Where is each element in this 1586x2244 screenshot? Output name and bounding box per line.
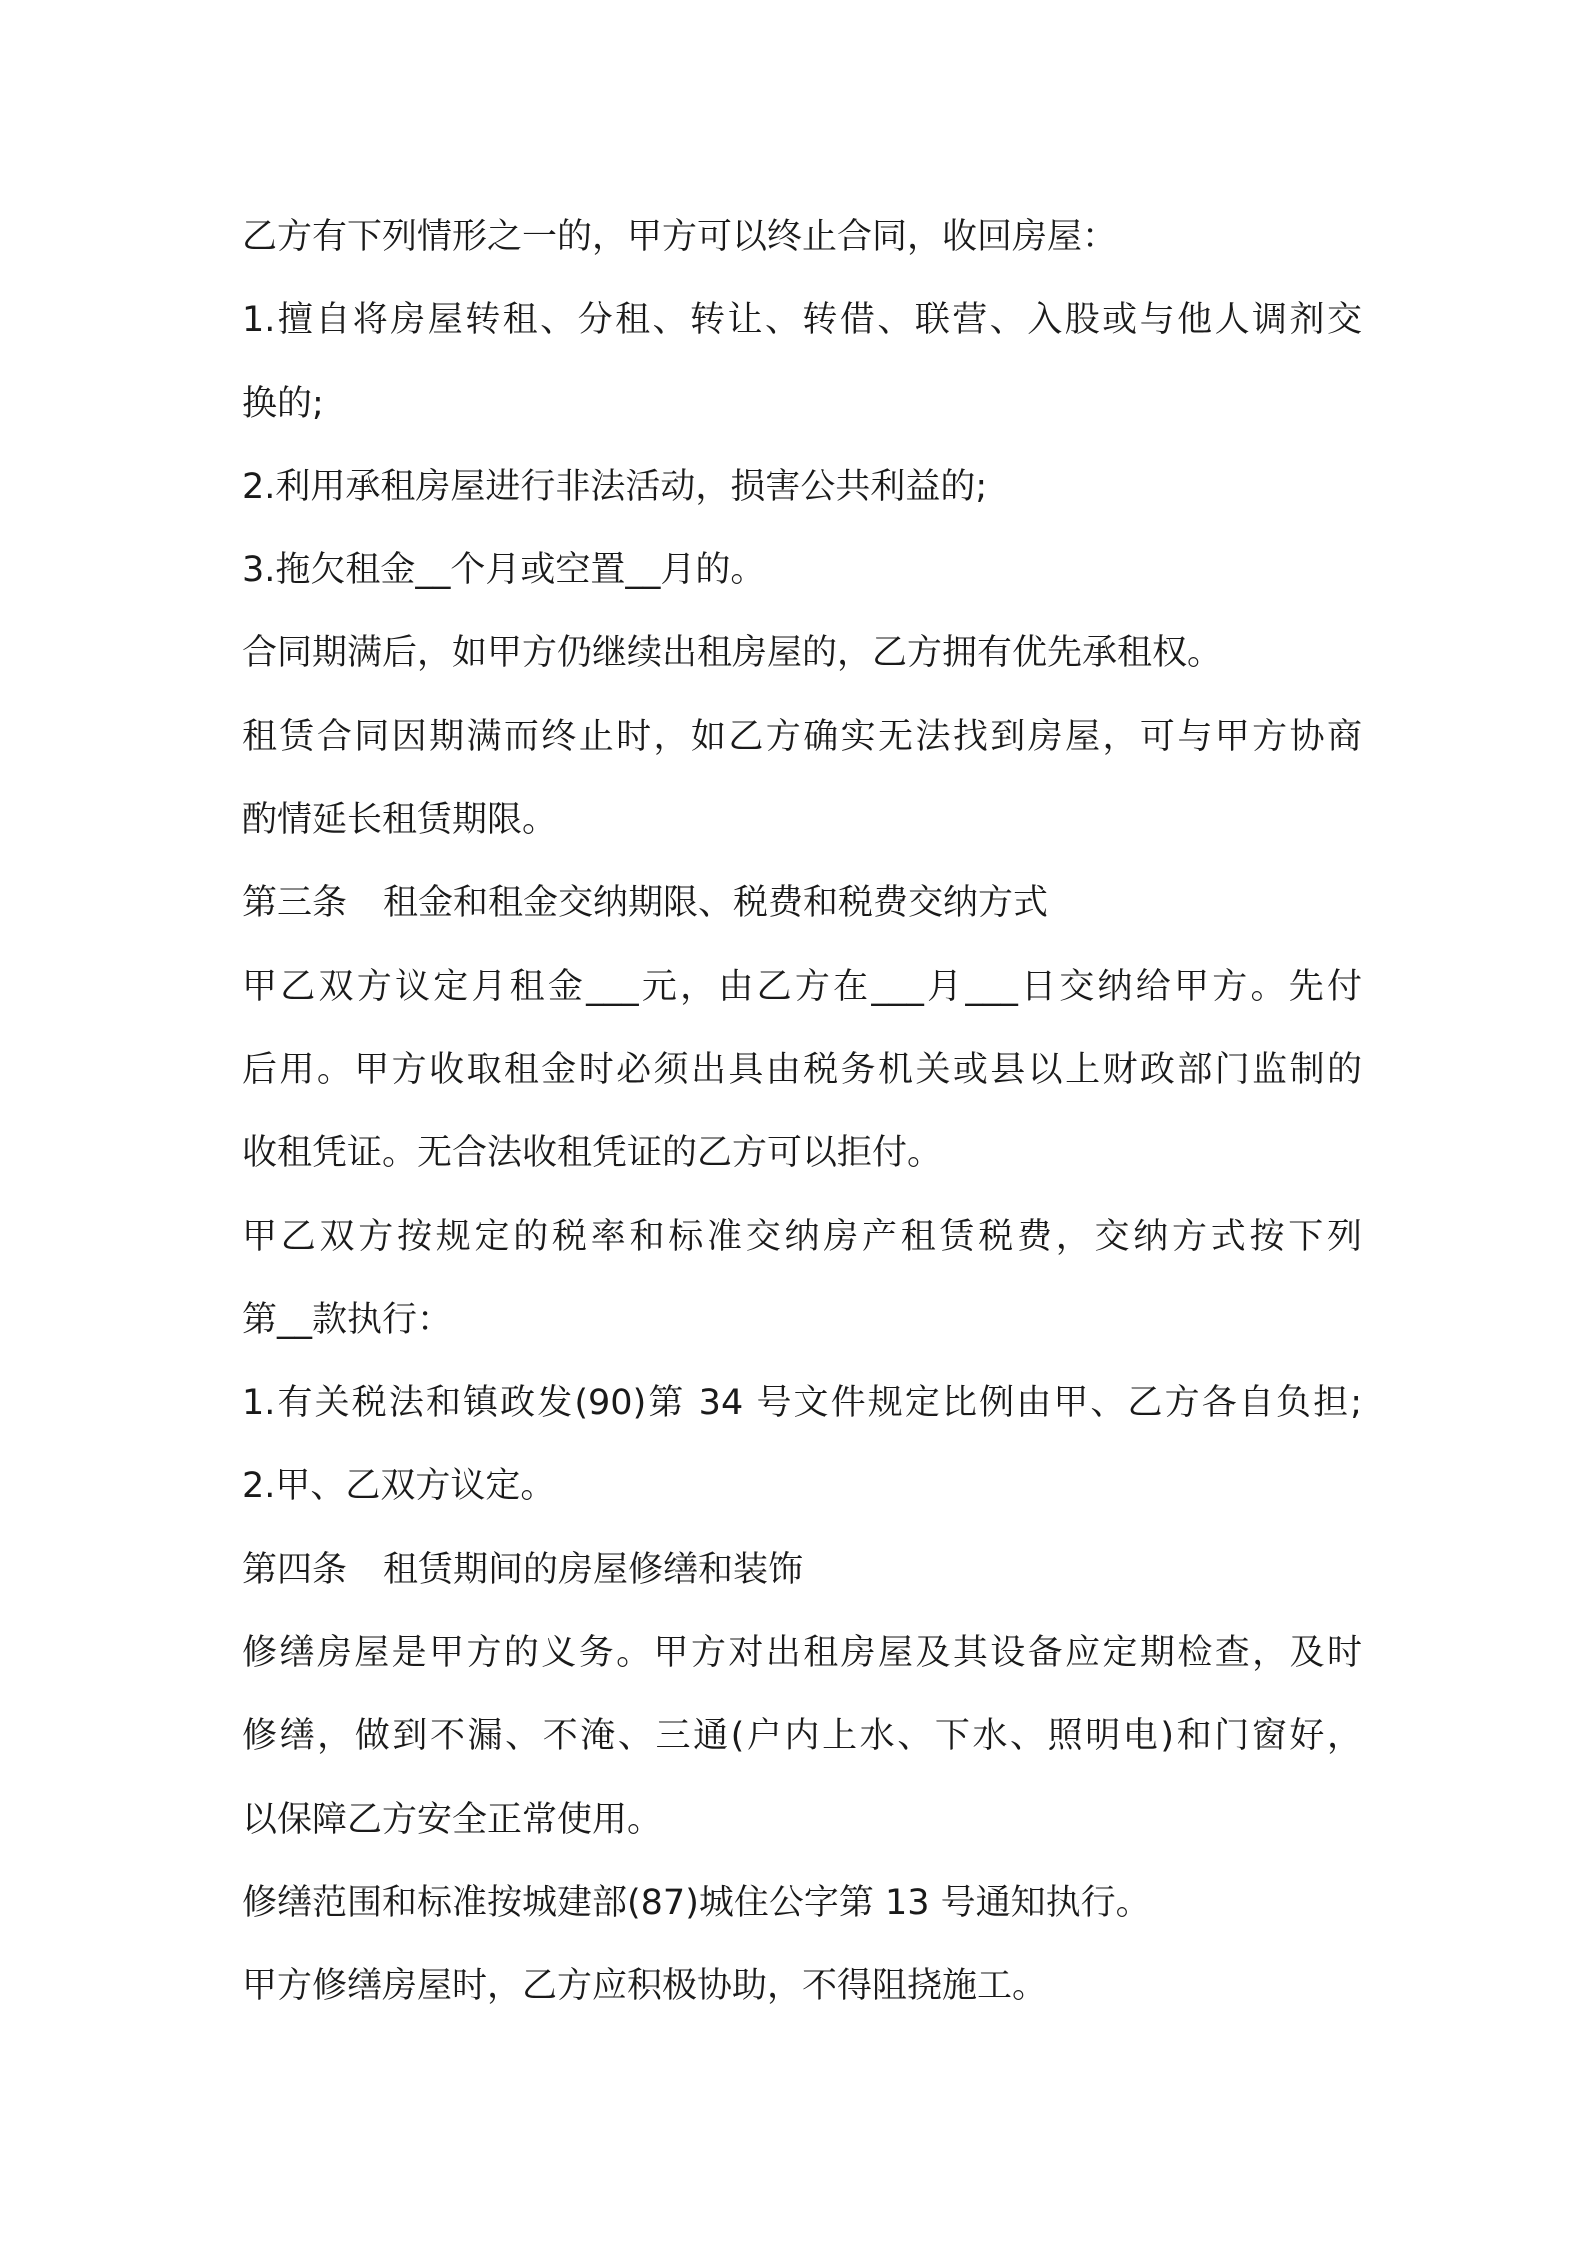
paragraph-line: 甲方修缮房屋时，乙方应积极协助，不得阻挠施工。: [242, 1966, 1048, 2007]
section-number: 第三条: [242, 883, 348, 924]
document-body: [242, 196, 1362, 2029]
section-heading: [242, 1529, 1362, 1612]
paragraph-line: 2.甲、乙双方议定。: [242, 1466, 556, 1507]
paragraph-line: 修缮范围和标准按城建部(87)城住公字第 13 号通知执行。: [242, 1882, 1151, 1923]
paragraph-line: 修缮房屋是甲方的义务。甲方对出租房屋及其设备应定期检查，及时: [242, 1633, 1362, 1674]
paragraph-line: 2.利用承租房屋进行非法活动，损害公共利益的;: [242, 466, 988, 507]
paragraph-line: 3.拖欠租金__个月或空置__月的。: [242, 550, 766, 591]
paragraph-line: 以保障乙方安全正常使用。: [242, 1799, 663, 1840]
paragraph-line: 租赁合同因期满而终止时，如乙方确实无法找到房屋，可与甲方协商: [242, 716, 1362, 757]
paragraph-line: 第__款执行：: [242, 1299, 453, 1340]
paragraph-line: 后用。甲方收取租金时必须出具由税务机关或县以上财政部门监制的: [242, 1049, 1362, 1090]
paragraph-line: 1.有关税法和镇政发(90)第 34 号文件规定比例由甲、乙方各自负担;: [242, 1383, 1362, 1424]
paragraph-line: 酌情延长租赁期限。: [242, 800, 558, 841]
paragraph-line: 甲乙双方按规定的税率和标准交纳房产租赁税费，交纳方式按下列: [242, 1216, 1362, 1257]
section-number: 第四条: [242, 1549, 348, 1590]
paragraph-line: 1.擅自将房屋转租、分租、转让、转借、联营、入股或与他人调剂交: [242, 300, 1362, 341]
paragraph-line: 修缮，做到不漏、不淹、三通(户内上水、下水、照明电)和门窗好，: [242, 1716, 1362, 1757]
section-heading: [242, 862, 1362, 945]
paragraph-line: 乙方有下列情形之一的，甲方可以终止合同，收回房屋：: [242, 217, 1118, 257]
section-title: 租赁期间的房屋修缮和装饰: [383, 1549, 804, 1590]
section-title: 租金和租金交纳期限、税费和税费交纳方式: [383, 883, 1049, 924]
paragraph-line: 收租凭证。无合法收租凭证的乙方可以拒付。: [242, 1133, 943, 1174]
paragraph-line: 甲乙双方议定月租金___元，由乙方在___月___日交纳给甲方。先付: [242, 966, 1362, 1007]
paragraph-line: 换的;: [242, 383, 324, 424]
paragraph-line: 合同期满后，如甲方仍继续出租房屋的，乙方拥有优先承租权。: [242, 633, 1223, 674]
